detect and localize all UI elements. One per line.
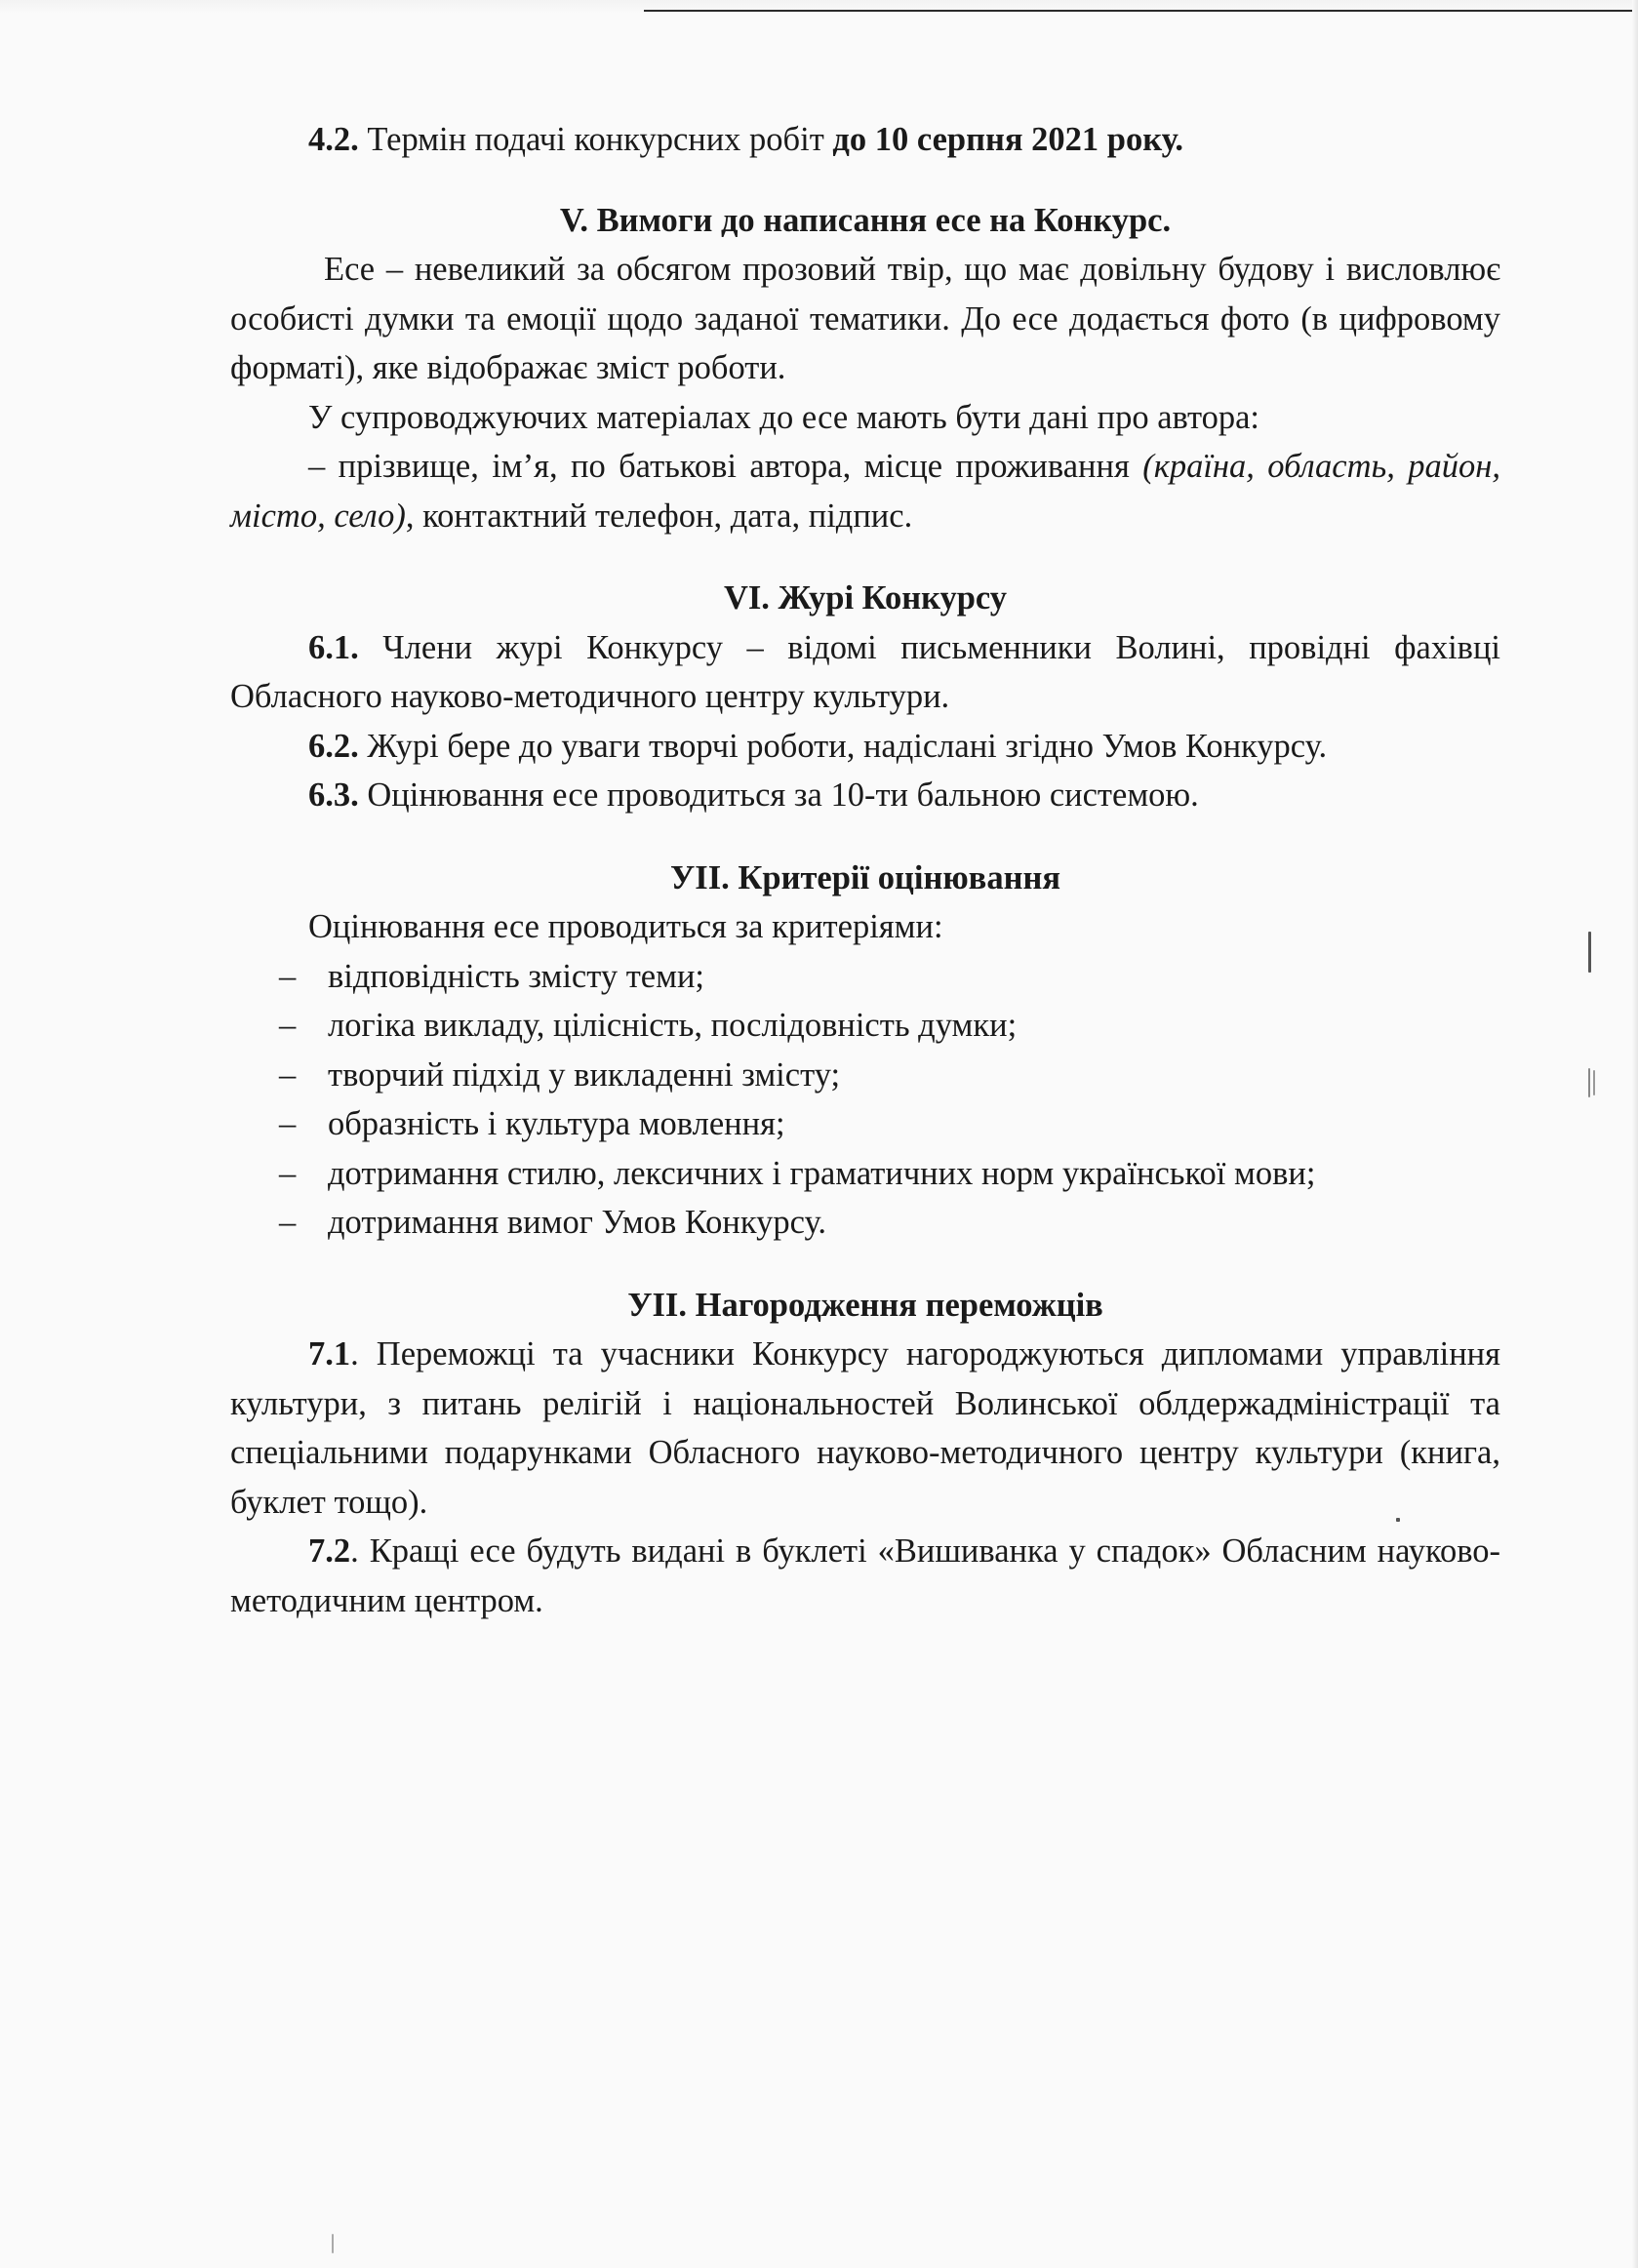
scan-border-line bbox=[644, 10, 1638, 12]
criteria-intro: Оцінювання есе проводиться за критеріями: bbox=[308, 908, 943, 945]
section-heading: УІІ. Нагородження переможців bbox=[627, 1286, 1103, 1324]
clause-number: 6.2. bbox=[308, 727, 359, 765]
document-page bbox=[230, 115, 1500, 1625]
materials-paragraph: У супроводжуючих матеріалах до есе мають бути дані про автора: bbox=[308, 398, 1259, 436]
section-heading: V. Вимоги до написання есе на Конкурс. bbox=[559, 201, 1172, 239]
scan-speck bbox=[1588, 1068, 1590, 1097]
list-dash: – bbox=[279, 1154, 297, 1192]
list-dash: – bbox=[279, 1204, 297, 1241]
clause-text: Журі бере до уваги творчі роботи, надіслані згідно Умов Конкурсу. bbox=[358, 727, 1328, 765]
list-item bbox=[230, 1099, 1500, 1149]
clause-text: Термін подачі конкурсних робіт bbox=[358, 121, 833, 158]
clause-number: 7.2 bbox=[308, 1532, 351, 1570]
scan-speck bbox=[1588, 932, 1591, 973]
clause-paragraph bbox=[230, 1330, 1500, 1527]
list-dash: – bbox=[279, 1055, 297, 1094]
list-dash: – bbox=[279, 1105, 297, 1142]
author-info-tail: , контактний телефон, дата, підпис. bbox=[405, 497, 913, 535]
author-info-paragraph bbox=[230, 442, 1500, 540]
deadline-text: до 10 серпня 2021 року. bbox=[832, 121, 1184, 158]
clause-paragraph bbox=[230, 623, 1500, 722]
criteria-list bbox=[230, 952, 1500, 1248]
clause-number: 6.3. bbox=[308, 776, 359, 814]
clause-number: 4.2. bbox=[308, 121, 359, 158]
clause-paragraph bbox=[230, 771, 1500, 820]
clause-paragraph bbox=[230, 722, 1500, 772]
scan-speck bbox=[1593, 1070, 1595, 1095]
list-dash: – bbox=[279, 1007, 297, 1044]
list-item bbox=[230, 1001, 1500, 1051]
essay-definition: Есе – невеликий за обсягом прозовий твір, що має довільну будову і висловлює особисті думки та емоції щодо заданої тематики. До есе додається фото (в цифровому форматі), яке відображає зміст роботи. bbox=[230, 251, 1500, 386]
list-item-text: дотримання стилю, лексичних і граматичних норм української мови; bbox=[328, 1154, 1316, 1192]
author-info-text: – прізвище, ім’я, по батькові автора, місце проживання bbox=[308, 448, 1143, 485]
list-item bbox=[230, 1198, 1500, 1248]
list-dash: – bbox=[279, 957, 297, 995]
clause-text: Оцінювання есе проводиться за 10-ти бальною системою. bbox=[358, 776, 1199, 814]
clause-number: 6.1. bbox=[308, 628, 359, 666]
section-heading: VI. Журі Конкурсу bbox=[723, 579, 1008, 617]
scan-speck bbox=[332, 2234, 334, 2253]
list-item-text: дотримання вимог Умов Конкурсу. bbox=[328, 1204, 826, 1241]
section-heading: УІІ. Критерії оцінювання bbox=[669, 858, 1060, 896]
list-item bbox=[230, 1051, 1500, 1100]
clause-number: 7.1 bbox=[308, 1335, 351, 1373]
scan-right-edge bbox=[1632, 0, 1638, 2268]
term-paragraph bbox=[230, 115, 1500, 165]
list-item bbox=[230, 1149, 1500, 1199]
list-item bbox=[230, 952, 1500, 1002]
list-item-text: логіка викладу, цілісність, послідовність думки; bbox=[328, 1007, 1018, 1044]
clause-text: . Переможці та учасники Конкурсу нагороджуються дипломами управління культури, з питань релігій і національностей Волинської облдержадміністрації та спеціальними подарунками Обласного науково-методичного центру культури (книга, буклет тощо). bbox=[230, 1335, 1500, 1521]
list-item-text: відповідність змісту теми; bbox=[328, 957, 705, 995]
author-info-italic: (країна, область, район, місто, село) bbox=[230, 448, 1500, 535]
clause-text: Члени журі Конкурсу – відомі письменники Волині, провідні фахівці Обласного науково-методичного центру культури. bbox=[230, 628, 1500, 715]
clause-text: . Кращі есе будуть видані в буклеті «Вишиванка у спадок» Обласним науково-методичним центром. bbox=[230, 1532, 1500, 1619]
list-item-text: образність і культура мовлення; bbox=[328, 1105, 785, 1142]
clause-paragraph bbox=[230, 1527, 1500, 1625]
list-item-text: творчий підхід у викладенні змісту; bbox=[328, 1055, 841, 1094]
